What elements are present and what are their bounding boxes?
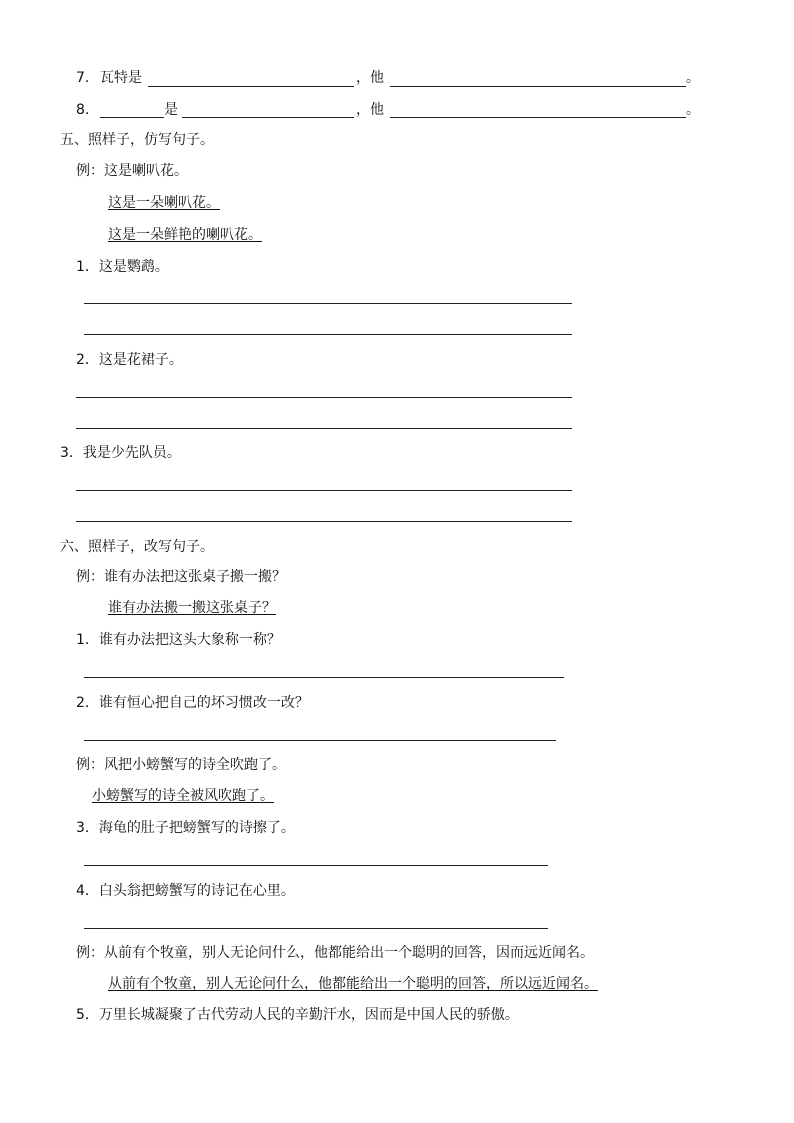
- section5-example: 例：这是喇叭花。: [76, 163, 188, 179]
- section5-item-2-line-1[interactable]: [76, 397, 572, 398]
- q7-text-b: ，他: [356, 70, 384, 86]
- section5-item-1-line-2[interactable]: [84, 334, 572, 335]
- q8-blank-1[interactable]: [182, 117, 354, 118]
- q8-blank-2[interactable]: [390, 117, 686, 118]
- section5-item-3: 3．我是少先队员。: [60, 445, 181, 461]
- q8-text-a: 是: [164, 102, 178, 118]
- section6-heading: 六、照样子，改写句子。: [60, 539, 214, 555]
- q7-end: 。: [686, 70, 700, 86]
- section6-q4: 4．白头翁把螃蟹写的诗记在心里。: [76, 883, 295, 899]
- section6-example-1: 例：谁有办法把这张桌子搬一搬？: [76, 569, 286, 585]
- section6-q5: 5．万里长城凝聚了古代劳动人民的辛勤汗水，因而是中国人民的骄傲。: [76, 1007, 519, 1023]
- q8-blank-0[interactable]: [100, 117, 164, 118]
- q7-blank-1[interactable]: [148, 86, 354, 87]
- section5-example-answer-1: 这是一朵喇叭花。: [108, 195, 220, 211]
- section5-item-1-line-1[interactable]: [84, 303, 572, 304]
- section6-q1-line[interactable]: [84, 677, 564, 678]
- section5-item-1: 1．这是鹦鹉。: [76, 259, 169, 275]
- section6-example-1-answer: 谁有办法搬一搬这张桌子？: [108, 600, 276, 616]
- section6-example-2-answer: 小螃蟹写的诗全被风吹跑了。: [92, 788, 274, 804]
- section5-item-3-line-2[interactable]: [76, 521, 572, 522]
- q7-blank-2[interactable]: [390, 86, 686, 87]
- section6-example-3-answer: 从前有个牧童，别人无论问什么，他都能给出一个聪明的回答，所以远近闻名。: [108, 976, 598, 992]
- q8-end: 。: [686, 102, 700, 118]
- section5-item-3-line-1[interactable]: [76, 490, 572, 491]
- section5-example-answer-2: 这是一朵鲜艳的喇叭花。: [108, 227, 262, 243]
- q8-number: 8.: [76, 102, 90, 118]
- section6-q2-line[interactable]: [84, 740, 556, 741]
- section6-example-3: 例：从前有个牧童，别人无论问什么，他都能给出一个聪明的回答，因而远近闻名。: [76, 945, 594, 961]
- section6-q1: 1．谁有办法把这头大象称一称？: [76, 632, 281, 648]
- q7-text-a: 瓦特是: [100, 70, 142, 86]
- section6-q2: 2．谁有恒心把自己的坏习惯改一改？: [76, 695, 309, 711]
- section5-item-2-line-2[interactable]: [76, 428, 572, 429]
- section6-example-2: 例：风把小螃蟹写的诗全吹跑了。: [76, 757, 286, 773]
- q8-text-b: ，他: [356, 102, 384, 118]
- section6-q3-line[interactable]: [84, 865, 548, 866]
- section6-q4-line[interactable]: [84, 928, 548, 929]
- section6-q3: 3．海龟的肚子把螃蟹写的诗擦了。: [76, 820, 295, 836]
- q7-number: 7.: [76, 70, 90, 86]
- section5-heading: 五、照样子，仿写句子。: [60, 132, 214, 148]
- section5-item-2: 2．这是花裙子。: [76, 352, 183, 368]
